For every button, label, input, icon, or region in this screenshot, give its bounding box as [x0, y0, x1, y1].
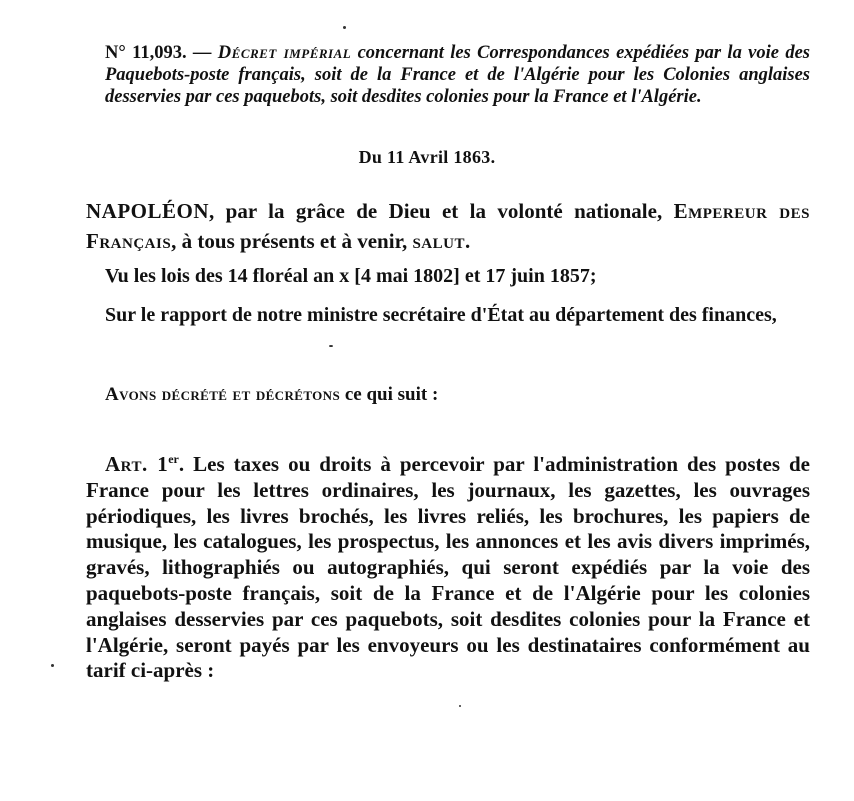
sovereign-title: Empereur des Français	[86, 199, 810, 253]
preamble-rest: , à tous présents et à venir,	[171, 229, 408, 253]
decree-formula	[105, 382, 810, 408]
decree-number: N° 11,093. —	[105, 43, 212, 63]
rapport-paragraph: Sur le rapport de notre ministre secrétaire d'État au département des finances,	[105, 304, 777, 326]
decree-formula-rest: ce qui suit :	[340, 384, 439, 405]
salut-word: salut	[412, 229, 465, 253]
preamble-end: .	[465, 229, 471, 253]
article-ordinal: er	[168, 452, 179, 466]
sovereign-name: NAPOLÉON	[86, 199, 210, 223]
preamble-paragraph	[86, 196, 810, 256]
print-speck	[51, 664, 54, 667]
article-1-paragraph	[86, 452, 810, 684]
decree-title: concernant les Correspondances expédiées par la voie des Paquebots-poste français, soit de la France et de l'Algérie pour les Colonies anglaises desservies par ces paquebots, soit desdites colonies pour la France et l'Algérie.	[105, 43, 810, 107]
print-speck	[329, 345, 333, 347]
print-speck	[343, 26, 346, 29]
article-text: . Les taxes ou droits à percevoir par l'administration des postes de France pour les lettres ordinaires, les journaux, les gazettes, les ouvrages périodiques, les livres brochés, les livres reliés, les brochures, les papiers de musique, les catalogues, les prospectus, les annonces et les avis divers imprimés, gravés, lithographiés ou autographiés, qui seront expédiés par la voie des paquebots-poste français, soit de la France et de l'Algérie pour les colonies anglaises desservies par ces paquebots, soit desdites colonies pour la France et l'Algérie, seront payés par les envoyeurs ou les destinataires conformément au tarif ci-après :	[86, 452, 810, 683]
preamble-text: , par la grâce de Dieu et la volonté nationale,	[209, 199, 663, 223]
print-speck	[459, 705, 461, 707]
decree-formula-label: Avons décrété et décrétons	[105, 384, 341, 405]
article-label: Art. 1	[105, 452, 169, 476]
decree-heading	[105, 42, 810, 108]
decree-label: Décret impérial	[217, 43, 352, 63]
decree-date: Du 11 Avril 1863.	[358, 147, 496, 167]
vu-paragraph: Vu les lois des 14 floréal an x [4 mai 1802] et 17 juin 1857;	[105, 265, 597, 287]
